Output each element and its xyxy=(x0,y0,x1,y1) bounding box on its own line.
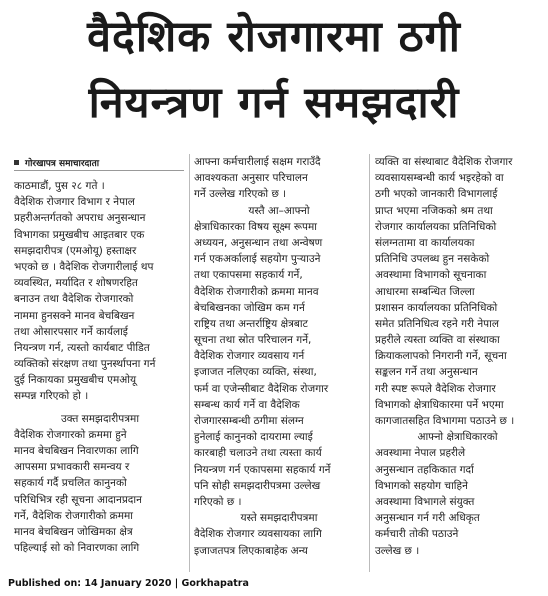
article-text-line: वैदेशिक रोजगार विभाग र नेपाल xyxy=(14,196,135,209)
column-divider xyxy=(189,154,190,572)
article-text-line: तथा ओसारपसार गर्ने कार्यलाई xyxy=(14,325,128,338)
article-text-line: अवस्थामा विभागको सूचनाका xyxy=(375,269,487,282)
article-text-line: गरिएको छ । xyxy=(194,495,242,508)
article-text-line: नियन्त्रण गर्न एकापसमा सहकार्य गर्ने xyxy=(194,463,331,476)
article-text-line: आवश्यकता अनुसार परिचालन xyxy=(194,172,308,185)
article-text-line: फर्म वा एजेन्सीबाट वैदेशिक रोजगार xyxy=(194,382,329,395)
article-text-line: हुनेलाई कानुनको दायरामा ल्याई xyxy=(194,431,313,444)
article-text-line: वैदेशिक रोजगारको क्रममा हुने xyxy=(14,428,127,441)
column-divider xyxy=(369,154,370,572)
article-text-line: सूचना तथा स्रोत परिचालन गर्ने, xyxy=(194,334,312,347)
article-text-line: वैदेशिक रोजगार व्यवसाय गर्न xyxy=(194,350,305,363)
article-text-line: मानव बेचबिखन निवारणका लागि xyxy=(14,445,139,457)
article-text-line: अनुसन्धान गर्न गरी अधिकृत xyxy=(375,512,480,525)
article-text-line: यस्ते समझदारीपत्रमा xyxy=(240,512,318,525)
article-text-line: अनुसन्धान तहकिकात गर्दा xyxy=(375,463,474,476)
article-text-line: रोजगारसम्बन्धी ठगीमा संलग्न xyxy=(194,415,304,427)
article-text-line: सङ्कलन गर्ने तथा अनुसन्धान xyxy=(375,366,478,379)
article-text-line: अवस्थामा नेपाल प्रहरीले xyxy=(375,447,466,460)
article-text-line: अवस्थामा विभागले संयुक्त xyxy=(375,495,475,508)
article-text-line: आधारमा सम्बन्धित जिल्ला xyxy=(375,285,475,298)
article-text-line: नियन्त्रण गर्न, त्यस्तो कार्यबाट पीडित xyxy=(14,341,150,354)
article-text-line: रोजगार कार्यालयका प्रतिनिधिको xyxy=(375,220,497,233)
article-text-line: समझदारीपत्र (एमओयू) हस्ताक्षर xyxy=(14,244,137,257)
article-text-line: सम्पन्न गरिएको हो । xyxy=(14,390,89,403)
article-text-line: क्षेत्राधिकारका विषय सूक्ष्म रूपमा xyxy=(194,220,317,233)
article-text-line: उक्त समझदारीपत्रमा xyxy=(60,412,140,425)
article-text-line: समेत प्रतिनिधित्व रहने गरी नेपाल xyxy=(375,317,499,330)
article-text-line: व्यवसायसम्बन्धी कार्य भइरहेको वा xyxy=(375,172,504,185)
article-text-line: वैदेशिक रोजगारीको क्रममा मानव xyxy=(194,285,319,298)
byline-divider xyxy=(14,170,184,171)
article-text-line: आफ्नो क्षेत्राधिकारको xyxy=(417,431,498,444)
article-column-1 xyxy=(14,178,186,556)
article-text-line: प्रहरीअन्तर्गतको अपराध अनुसन्धान xyxy=(14,212,146,225)
article-text-line: गर्न एकअर्कालाई सहयोग पुऱ्याउने xyxy=(194,253,321,266)
article-column-2 xyxy=(194,154,364,559)
article-text-line: विभागका प्रमुखबीच आइतबार एक xyxy=(14,228,145,241)
article-text-line: बनाउन तथा वैदेशिक रोजगारको xyxy=(14,293,134,306)
article-text-line: यस्तै आ–आफ्नो xyxy=(248,204,310,217)
byline-text: गोरखापत्र समाचारदाता xyxy=(25,158,100,169)
publication-footer: Published on: 14 January 2020 | Gorkhapatra xyxy=(8,578,249,589)
article-text-line: दुई निकायका प्रमुखबीच एमओयू xyxy=(14,374,137,387)
article-text-line: काठमाडौं, पुस २८ गते । xyxy=(14,180,105,192)
article-text-line: सहकार्य गर्दै प्रचलित कानुनको xyxy=(14,477,127,490)
article-text-line: गरी स्पष्ट रूपले वैदेशिक रोजगार xyxy=(375,382,496,395)
headline-line-1: वैदेशिक रोजगारमा ठगी xyxy=(87,12,461,62)
article-text-line: कर्मचारी तोकी पठाउने xyxy=(375,528,459,541)
article-text-line: व्यवस्थित, मर्यादित र शोषणरहित xyxy=(14,277,138,290)
article-text-line: क्रियाकलापको निगरानी गर्ने, सूचना xyxy=(375,350,507,363)
article-text-line: बेचबिखनका जोखिम कम गर्न xyxy=(194,301,305,314)
article-text-line: विभागको क्षेत्राधिकारमा पर्ने भएमा xyxy=(375,398,504,411)
article-text-line: वैदेशिक रोजगार व्यवसायका लागि xyxy=(194,528,322,541)
byline xyxy=(14,156,184,168)
article-text-line: इजाजत नलिएका व्यक्ति, संस्था, xyxy=(194,366,317,379)
article-text-line: गर्ने, वैदेशिक रोजगारीको क्रममा xyxy=(14,509,134,522)
article-text-line: इजाजतपत्र लिएकाबाहेक अन्य xyxy=(194,544,308,557)
article-text-line: कारबाही चलाउने तथा त्यस्ता कार्य xyxy=(194,447,322,460)
article-text-line: गर्ने उल्लेख गरिएको छ । xyxy=(194,188,287,201)
article-text-line: सम्बन्ध कार्य गर्ने वा वैदेशिक xyxy=(194,398,300,411)
article-text-line: नाममा हुनसक्ने मानव बेचबिखन xyxy=(14,309,135,322)
article-text-line: अध्ययन, अनुसन्धान तथा अन्वेषण xyxy=(194,236,323,249)
article-text-line: मानव बेचबिखन जोखिमका क्षेत्र xyxy=(14,525,133,538)
article-text-line: आफ्ना कर्मचारीलाई सक्षम गराउँदै xyxy=(194,156,321,168)
article-text-line: व्यक्तिको संरक्षण तथा पुनर्स्थापना गर्न xyxy=(14,358,156,371)
article-text-line: उल्लेख छ । xyxy=(375,544,420,557)
article-text-line: पनि सोही समझदारीपत्रमा उल्लेख xyxy=(194,479,321,492)
article-text-line: परिधिभित्र रही सूचना आदानप्रदान xyxy=(14,493,142,506)
article-text-line: प्रहरीले त्यस्ता व्यक्ति वा संस्थाका xyxy=(375,334,500,347)
byline-square-icon xyxy=(14,160,19,165)
article-text-line: तथा एकापसमा सहकार्य गर्ने, xyxy=(194,269,303,282)
article-text-line: संलग्नतामा वा कार्यालयका xyxy=(375,236,475,249)
article-text-line: विभागको सहयोग चाहिने xyxy=(375,479,468,492)
article-text-line: व्यक्ति वा संस्थाबाट वैदेशिक रोजगार xyxy=(375,156,513,168)
headline-line-2: नियन्त्रण गर्न समझदारी xyxy=(88,78,460,128)
article-text-line: आपसमा प्रभावकारी समन्वय र xyxy=(14,461,130,474)
article-text-line: ठगी भएको जानकारी विभागलाई xyxy=(375,188,498,201)
article-text-line: प्राप्त भएमा नजिकको श्रम तथा xyxy=(375,204,493,217)
article-text-line: प्रतिनिधि उपलब्ध हुन नसकेको xyxy=(375,253,490,266)
article-text-line: राष्ट्रिय तथा अन्तर्राष्ट्रिय क्षेत्रबाट xyxy=(194,317,308,330)
article-text-line: भएको छ । वैदेशिक रोजगारीलाई थप xyxy=(14,260,154,273)
article-text-line: प्रशासन कार्यालयका प्रतिनिधिको xyxy=(375,301,498,314)
article-text-line: पहिल्याई सो को निवारणका लागि xyxy=(14,542,140,555)
article-column-3 xyxy=(375,154,540,559)
article-text-line: कागजातसहित विभागमा पठाउने छ । xyxy=(375,415,515,427)
